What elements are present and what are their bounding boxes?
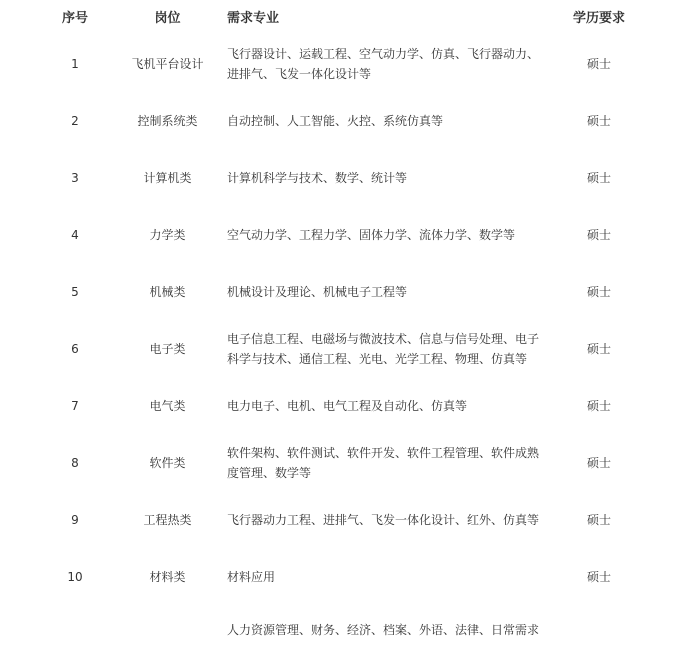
row-major-line: 材料应用 [227, 570, 276, 584]
row-degree: 硕士 [586, 342, 611, 356]
row-major-line: 科学与技术、通信工程、光电、光学工程、物理、仿真等 [227, 352, 528, 366]
row-major [227, 567, 547, 587]
table-header [0, 0, 699, 36]
table-row [0, 378, 699, 435]
row-major [227, 168, 547, 188]
row-major-line: 飞行器设计、运载工程、空气动力学、仿真、飞行器动力、 [227, 47, 540, 61]
row-major-line: 机械设计及理论、机械电子工程等 [227, 285, 408, 299]
row-position: 控制系统类 [137, 114, 198, 128]
header-degree: 学历要求 [572, 11, 625, 26]
row-major [227, 329, 547, 369]
table-row [0, 549, 699, 606]
row-no: 6 [71, 342, 79, 356]
row-degree: 硕士 [586, 171, 611, 185]
row-major [227, 282, 547, 302]
row-major-line: 飞行器动力工程、进排气、飞发一体化设计、红外、仿真等 [227, 513, 540, 527]
row-no: 5 [71, 285, 79, 299]
header-major: 需求专业 [227, 11, 280, 26]
table-row [0, 36, 699, 93]
table-row [0, 492, 699, 549]
header-no: 序号 [61, 11, 88, 26]
row-no: 10 [67, 570, 83, 584]
row-degree: 硕士 [586, 513, 611, 527]
table-row [0, 321, 699, 378]
row-position: 工程热类 [143, 513, 192, 527]
row-no: 9 [71, 513, 79, 527]
row-degree: 硕士 [586, 114, 611, 128]
row-major-line: 电力电子、电机、电气工程及自动化、仿真等 [227, 399, 468, 413]
row-position: 计算机类 [143, 171, 192, 185]
table-row [0, 93, 699, 150]
row-degree: 硕士 [586, 570, 611, 584]
row-position: 机械类 [149, 285, 186, 299]
row-major [227, 620, 547, 640]
row-major-line: 度管理、数学等 [227, 466, 312, 480]
table-row [0, 150, 699, 207]
row-position: 材料类 [149, 570, 186, 584]
table-row [0, 264, 699, 321]
row-major-line: 自动控制、人工智能、火控、系统仿真等 [227, 114, 444, 128]
table-row [0, 435, 699, 492]
row-position: 电子类 [149, 342, 186, 356]
row-major [227, 44, 547, 84]
row-degree: 硕士 [586, 285, 611, 299]
row-degree: 硕士 [586, 228, 611, 242]
row-no: 1 [71, 57, 79, 71]
row-major [227, 396, 547, 416]
row-degree: 硕士 [586, 456, 611, 470]
row-major [227, 111, 547, 131]
row-position: 力学类 [149, 228, 186, 242]
row-no: 7 [71, 399, 79, 413]
row-major-line: 进排气、飞发一体化设计等 [227, 67, 372, 81]
row-position: 电气类 [149, 399, 186, 413]
row-position: 飞机平台设计 [131, 57, 204, 71]
row-major-line: 软件架构、软件测试、软件开发、软件工程管理、软件成熟 [227, 446, 540, 460]
row-degree: 硕士 [586, 399, 611, 413]
header-position: 岗位 [154, 11, 181, 26]
row-no: 8 [71, 456, 79, 470]
row-major-line: 人力资源管理、财务、经济、档案、外语、法律、日常需求 [227, 623, 540, 637]
row-major [227, 443, 547, 483]
row-major-line: 计算机科学与技术、数学、统计等 [227, 171, 408, 185]
row-major-line: 电子信息工程、电磁场与微波技术、信息与信号处理、电子 [227, 332, 540, 346]
row-major [227, 225, 547, 245]
row-no: 3 [71, 171, 79, 185]
row-major [227, 510, 547, 530]
row-no: 4 [71, 228, 79, 242]
row-no: 2 [71, 114, 79, 128]
table-row [0, 207, 699, 264]
row-degree: 硕士 [586, 57, 611, 71]
row-major-line: 空气动力学、工程力学、固体力学、流体力学、数学等 [227, 228, 516, 242]
row-position: 软件类 [149, 456, 186, 470]
table-row [0, 606, 699, 663]
